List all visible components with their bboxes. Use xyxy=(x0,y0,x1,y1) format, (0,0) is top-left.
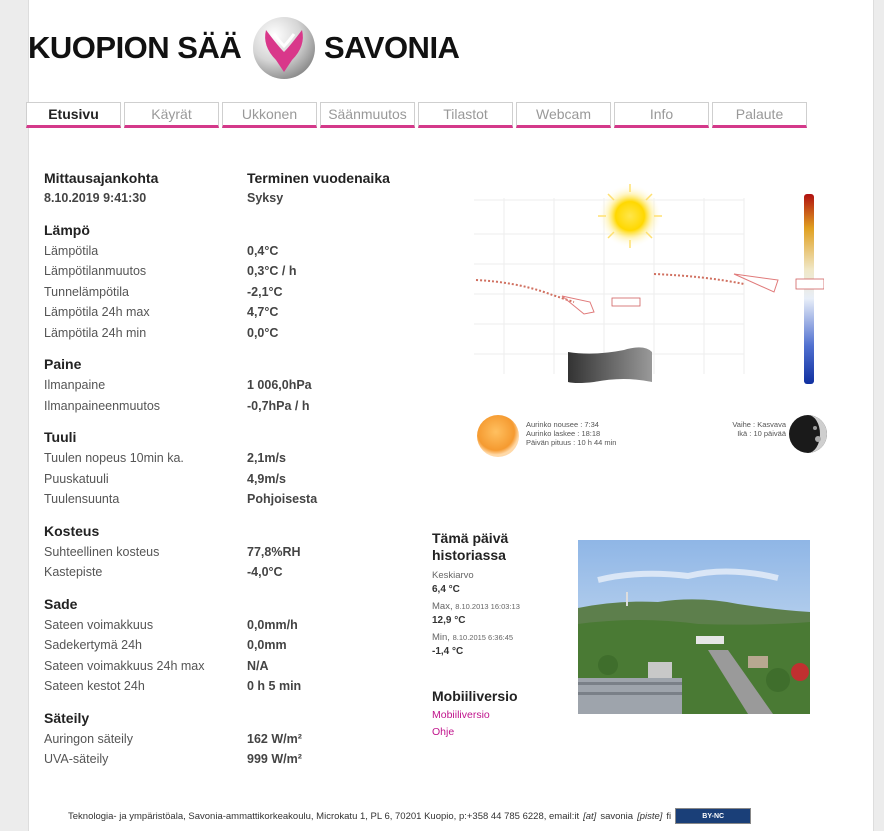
row-value: 0,0mm/h xyxy=(247,617,298,632)
row-value: -0,7hPa / h xyxy=(247,398,310,413)
section-title-rain: Sade xyxy=(44,595,78,612)
sun-icon xyxy=(598,184,662,248)
data-row xyxy=(44,282,414,303)
main-navigation xyxy=(26,102,807,128)
cc-license-badge[interactable] xyxy=(675,808,751,824)
data-row xyxy=(44,615,414,636)
section-title-wind: Tuuli xyxy=(44,429,77,445)
temperature-trend-line xyxy=(476,280,574,302)
data-row xyxy=(44,562,414,583)
footer-mid: savonia xyxy=(600,810,634,822)
section-title-humidity: Kosteus xyxy=(44,522,100,539)
section-title-radiation: Säteily xyxy=(44,709,90,726)
history-max-label-text: Max, xyxy=(432,601,453,612)
measurement-time-value: 8.10.2019 9:41:30 xyxy=(44,191,147,206)
season-value: Syksy xyxy=(247,191,284,206)
row-label: Sateen kestot 24h xyxy=(44,679,145,694)
history-title: Tämä päivä historiassa xyxy=(432,530,509,563)
trend-arrow-icon xyxy=(734,274,778,292)
row-label: Suhteellinen kosteus xyxy=(44,544,160,559)
row-value: Pohjoisesta xyxy=(247,492,318,507)
moon-phase-text: Vaihe : Kasvava xyxy=(732,420,786,429)
history-min-label xyxy=(432,632,572,643)
measurement-time-label: Mittausajankohta xyxy=(44,170,159,186)
footer-at: [at] xyxy=(583,810,597,822)
tab-webcam[interactable]: Webcam xyxy=(516,102,611,128)
row-value: 4,7°C xyxy=(247,305,279,320)
row-label: Tuulensuunta xyxy=(44,492,120,507)
sun-ball-icon xyxy=(476,414,520,458)
row-value: 0 h 5 min xyxy=(247,679,302,694)
history-max-value: 12,9 °C xyxy=(432,615,466,626)
history-max-label xyxy=(432,601,572,612)
row-label: Lämpötila 24h min xyxy=(44,325,147,340)
footer-end: fi xyxy=(666,810,672,822)
row-label: Ilmanpaine xyxy=(44,378,106,393)
data-row xyxy=(44,749,414,770)
data-row xyxy=(44,729,414,750)
brand-title-left: KUOPION SÄÄ xyxy=(28,30,242,65)
data-row xyxy=(44,448,414,469)
data-row xyxy=(44,323,414,344)
brand-title-right: SAVONIA xyxy=(324,30,460,65)
savonia-logo-icon[interactable] xyxy=(252,16,316,80)
row-label: Sateen voimakkuus xyxy=(44,617,154,632)
tab-saanmuutos[interactable]: Säänmuutos xyxy=(320,102,415,128)
row-label: Kastepiste xyxy=(44,565,103,580)
data-row xyxy=(44,261,414,282)
data-row xyxy=(44,489,414,510)
row-value: -4,0°C xyxy=(247,565,283,580)
thermometer-value-tag xyxy=(796,279,824,289)
row-value: N/A xyxy=(247,658,269,673)
row-label: Puuskatuuli xyxy=(44,471,109,486)
cc-license-text: BY-NC xyxy=(702,812,725,820)
cloud-icon xyxy=(568,347,652,383)
row-label: Lämpötila 24h max xyxy=(44,305,150,320)
season-label: Terminen vuodenaika xyxy=(247,170,390,186)
history-min-date: 8.10.2015 6:36:45 xyxy=(452,633,514,642)
help-link[interactable]: Ohje xyxy=(432,726,455,738)
tab-ukkonen[interactable]: Ukkonen xyxy=(222,102,317,128)
weather-visualization xyxy=(444,184,824,396)
section-title-temperature: Lämpö xyxy=(44,221,90,238)
moon-info xyxy=(732,420,786,438)
row-value: 0,0°C xyxy=(247,325,279,340)
measurement-header xyxy=(44,168,414,188)
row-label: Ilmanpaineenmuutos xyxy=(44,398,161,413)
tab-etusivu[interactable]: Etusivu xyxy=(26,102,121,128)
data-row xyxy=(44,302,414,323)
row-value: 4,9m/s xyxy=(247,471,286,486)
sunset-text: Aurinko laskee : 18:18 xyxy=(526,429,601,438)
history-min-value: -1,4 °C xyxy=(432,646,464,657)
data-row xyxy=(44,375,414,396)
sun-times xyxy=(526,420,616,447)
moon-age-text: Ikä : 10 päivää xyxy=(737,429,786,438)
data-row xyxy=(44,241,414,262)
measurement-values xyxy=(44,188,414,209)
row-label: Auringon säteily xyxy=(44,731,133,746)
sun-moon-info xyxy=(444,410,834,460)
data-row xyxy=(44,656,414,677)
history-max-date: 8.10.2013 16:03:13 xyxy=(455,602,520,611)
row-label: UVA-säteily xyxy=(44,752,109,767)
data-row xyxy=(44,469,414,490)
weather-data-list xyxy=(44,168,414,770)
day-length-text: Päivän pituus : 10 h 44 min xyxy=(526,438,617,447)
section-title-pressure: Paine xyxy=(44,356,82,372)
footer-dot: [piste] xyxy=(637,810,663,822)
data-row xyxy=(44,542,414,563)
row-label: Tuulen nopeus 10min ka. xyxy=(44,451,184,466)
history-panel xyxy=(432,530,572,657)
row-value: 0,3°C / h xyxy=(247,264,297,279)
mobile-panel xyxy=(432,688,572,738)
tab-tilastot[interactable]: Tilastot xyxy=(418,102,513,128)
footer-text: Teknologia- ja ympäristöala, Savonia-ammattikorkeakoulu, Microkatu 1, PL 6, 70201 Kuopio, p:+358 44 785 6228, email:it xyxy=(68,810,580,822)
row-value: 0,4°C xyxy=(247,243,279,258)
row-value: 77,8%RH xyxy=(247,544,301,559)
row-value: 2,1m/s xyxy=(247,451,286,466)
data-row xyxy=(44,396,414,417)
row-label: Lämpötilanmuutos xyxy=(44,264,147,279)
row-value: 162 W/m² xyxy=(247,731,302,746)
row-value: -2,1°C xyxy=(247,284,283,299)
pressure-trend-line xyxy=(654,274,744,284)
row-label: Sadekertymä 24h xyxy=(44,638,142,653)
mobile-version-link[interactable]: Mobiiliversio xyxy=(432,709,490,721)
data-row xyxy=(44,676,414,697)
tab-palaute[interactable]: Palaute xyxy=(712,102,807,128)
history-avg-value: 6,4 °C xyxy=(432,584,460,595)
tab-kayrat[interactable]: Käyrät xyxy=(124,102,219,128)
row-value: 0,0mm xyxy=(247,638,287,653)
history-avg-label: Keskiarvo xyxy=(432,570,474,581)
data-row xyxy=(44,635,414,656)
moon-icon xyxy=(788,414,828,454)
mobile-title: Mobiiliversio xyxy=(432,688,518,704)
row-label: Sateen voimakkuus 24h max xyxy=(44,658,205,673)
tab-info[interactable]: Info xyxy=(614,102,709,128)
webcam-image[interactable] xyxy=(578,540,810,714)
row-label: Tunnelämpötila xyxy=(44,284,130,299)
history-min-label-text: Min, xyxy=(432,632,450,643)
sunrise-text: Aurinko nousee : 7:34 xyxy=(526,420,599,429)
row-value: 1 006,0hPa xyxy=(247,378,312,393)
pressure-tag xyxy=(612,298,640,306)
row-value: 999 W/m² xyxy=(247,752,302,767)
footer xyxy=(68,808,751,824)
row-label: Lämpötila xyxy=(44,243,99,258)
